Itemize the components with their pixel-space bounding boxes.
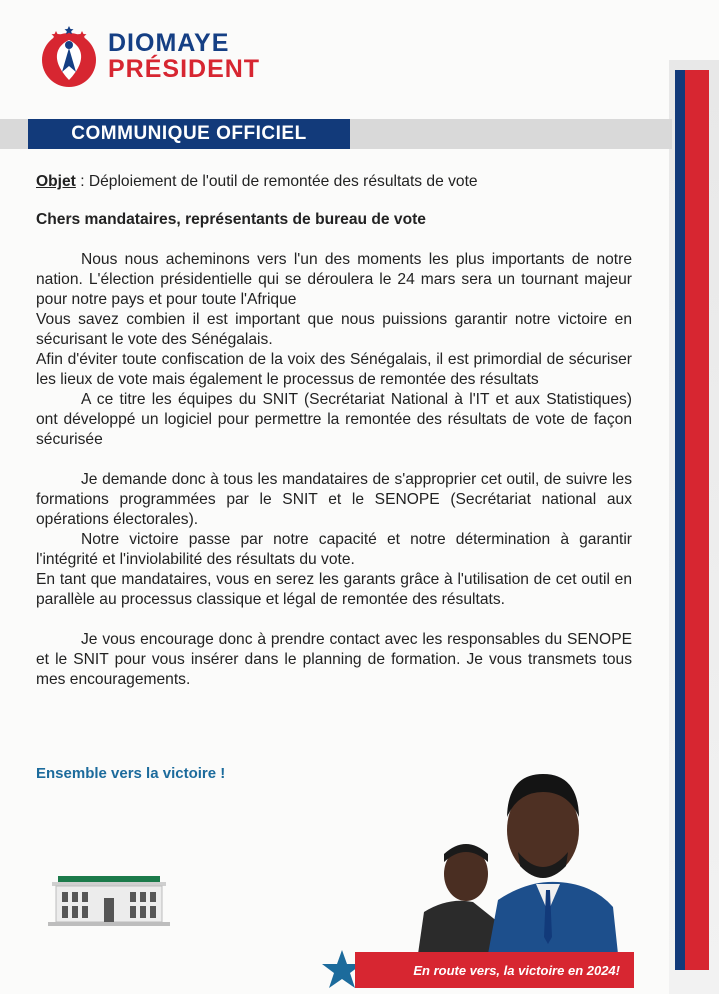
page-title: COMMUNIQUE OFFICIEL	[28, 119, 350, 149]
subject-line	[36, 172, 632, 192]
greeting: Chers mandataires, représentants de bureau de vote	[36, 211, 426, 228]
candidate-portraits	[418, 762, 618, 954]
paragraph-5: Je demande donc à tous les mandataires de s'approprier cet outil, de suivre les formations programmées par le SNIT et le SENOPE (Secrétariat national aux opérations électorales).	[36, 471, 632, 528]
paragraph-1: Nous nous acheminons vers l'un des moments les plus importants de notre nation. L'élection présidentielle qui se déroulera le 24 mars sera un tournant majeur pour notre pays et pour toute l'Afrique	[36, 251, 632, 308]
brand-line-2: PRÉSIDENT	[108, 55, 261, 83]
paragraph-3: Afin d'éviter toute confiscation de la voix des Sénégalais, il est primordial de sécuriser les lieux de vote mais également le processus de remontée des résultats	[36, 351, 632, 388]
building-icon	[48, 870, 170, 930]
brand-line-1: DIOMAYE	[108, 29, 230, 57]
letter-body	[36, 172, 632, 690]
red-stripe	[685, 70, 709, 970]
subject-label: Objet	[36, 173, 76, 190]
closing-line: Ensemble vers la victoire !	[36, 765, 226, 782]
party-logo-icon	[38, 22, 100, 88]
brand-name	[108, 30, 260, 82]
footer-slogan: En route vers, la victoire en 2024!	[355, 952, 634, 988]
paragraph-6: Notre victoire passe par notre capacité et notre détermination à garantir l'intégrité et l'inviolabilité des résultats du vote.	[36, 531, 632, 568]
paragraph-7: En tant que mandataires, vous en serez les garants grâce à l'utilisation de cet outil en parallèle au processus classique et légal de remontée des résultats.	[36, 571, 632, 608]
paragraph-2: Vous savez combien il est important que nous puissions garantir notre victoire en sécurisant le vote des Sénégalais.	[36, 311, 632, 348]
paragraph-4: A ce titre les équipes du SNIT (Secrétariat National à l'IT et aux Statistiques) ont développé un logiciel pour permettre la remontée des résultats de vote de façon sécurisée	[36, 391, 632, 448]
blue-stripe	[675, 70, 685, 970]
subject-text: : Déploiement de l'outil de remontée des résultats de vote	[75, 173, 478, 190]
paragraph-8: Je vous encourage donc à prendre contact avec les responsables du SENOPE et le SNIT pour vous insérer dans le planning de formation. Je vous transmets tous mes encouragements.	[36, 631, 632, 688]
